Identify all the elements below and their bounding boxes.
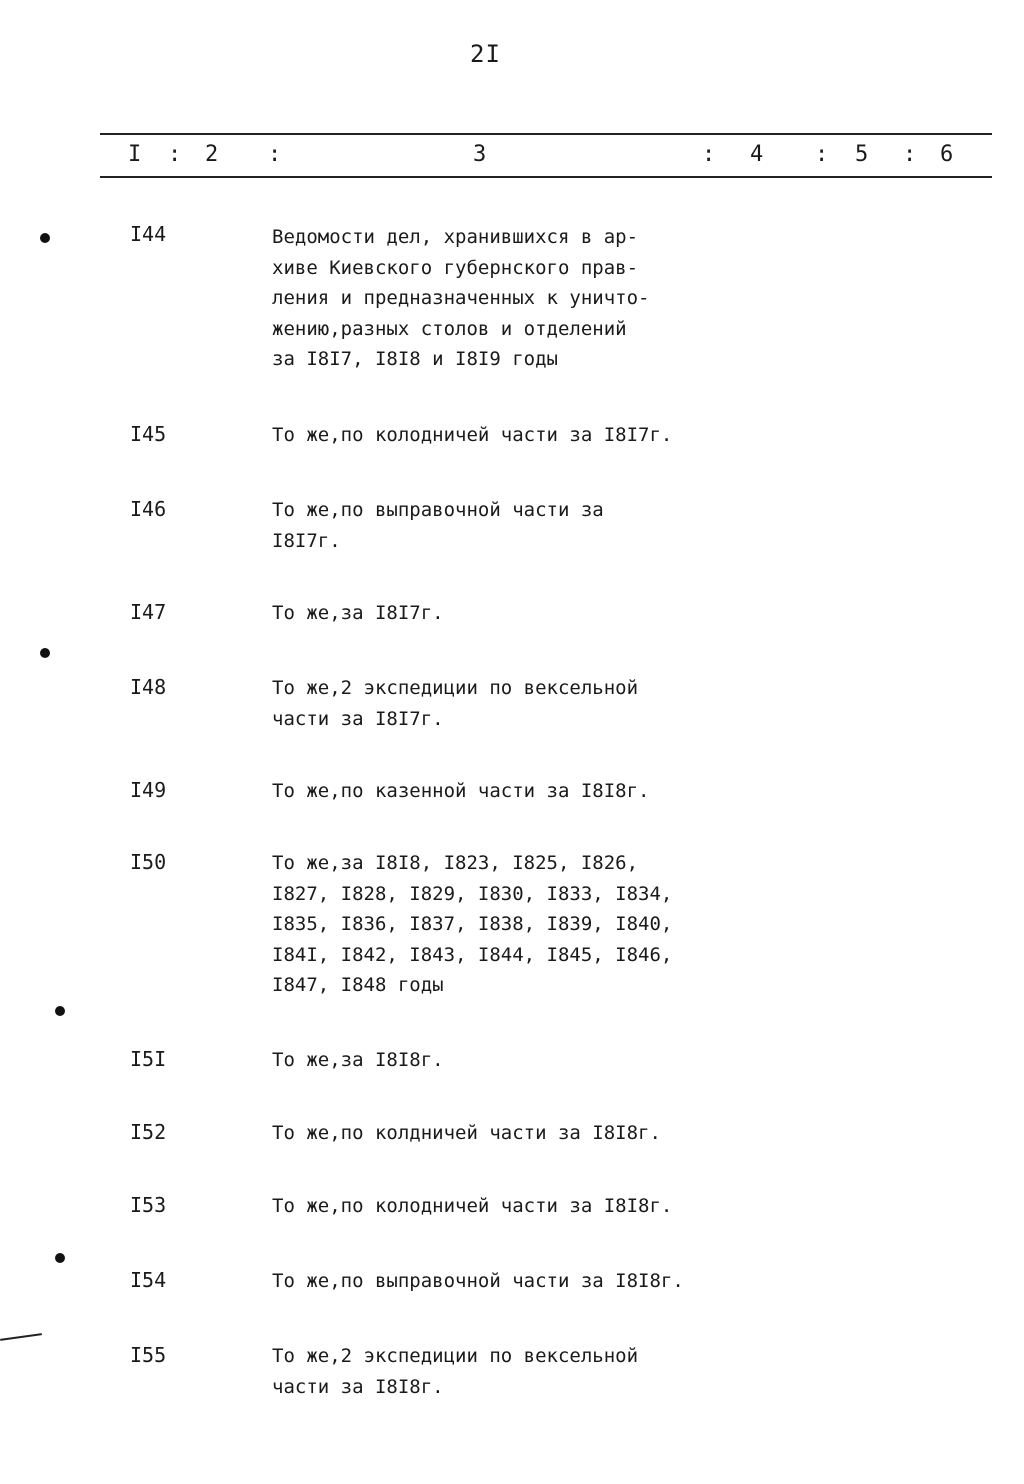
item-description: То же,по выправочной части за I8I8г. (272, 1270, 684, 1292)
item-number: I48 (130, 675, 167, 699)
punch-hole-mark (55, 1253, 65, 1263)
item-description: То же,по колодничей части за I8I8г. (272, 1195, 673, 1217)
column-header-3: 3 (473, 142, 487, 167)
item-description: То же,2 экспедиции по вексельной части за I8I7г. (272, 677, 639, 730)
item-description: То же,за I8I8, I823, I825, I826, I827, I828, I829, I830, I833, I834, I835, I836, I837, I838, I839, I840, I84I, I842, I843, I844, I845, I846, I847, I848 годы (272, 852, 673, 996)
header-top-rule (100, 133, 992, 135)
item-number: I47 (130, 600, 167, 624)
column-separator: : (815, 142, 829, 167)
item-number: I54 (130, 1268, 167, 1292)
item-description: Ведомости дел, хранившихся в ар- хиве Киевского губернского прав- ления и предназначенных к уничто- жению,разных столов и отделений за I8I7, I8I8 и I8I9 годы (272, 226, 650, 370)
item-number: I44 (130, 222, 167, 246)
column-header-4: 4 (750, 142, 764, 167)
item-number: I5I (130, 1047, 167, 1071)
margin-dash (0, 1333, 42, 1341)
column-header-5: 5 (855, 142, 869, 167)
item-description: То же,за I8I8г. (272, 1049, 444, 1071)
item-number: I46 (130, 497, 167, 521)
punch-hole-mark (55, 1006, 65, 1016)
item-number: I49 (130, 778, 167, 802)
page-number: 2I (470, 40, 501, 68)
item-description: То же,по выправочной части за I8I7г. (272, 499, 604, 552)
column-separator: : (268, 142, 282, 167)
punch-hole-mark (40, 233, 50, 243)
item-number: I52 (130, 1120, 167, 1144)
item-number: I53 (130, 1193, 167, 1217)
item-description: То же,по колодничей части за I8I7г. (272, 424, 673, 446)
item-number: I50 (130, 850, 167, 874)
header-bottom-rule (100, 176, 992, 178)
item-description: То же,по колдничей части за I8I8г. (272, 1122, 661, 1144)
column-header-1: I (128, 142, 142, 167)
item-description: То же,по казенной части за I8I8г. (272, 780, 650, 802)
column-header-2: 2 (205, 142, 219, 167)
item-description: То же,за I8I7г. (272, 602, 444, 624)
item-number: I45 (130, 422, 167, 446)
column-separator: : (168, 142, 182, 167)
column-header-6: 6 (940, 142, 954, 167)
punch-hole-mark (40, 648, 50, 658)
item-number: I55 (130, 1343, 167, 1367)
item-description: То же,2 экспедиции по вексельной части за I8I8г. (272, 1345, 639, 1398)
column-separator: : (903, 142, 917, 167)
column-separator: : (702, 142, 716, 167)
